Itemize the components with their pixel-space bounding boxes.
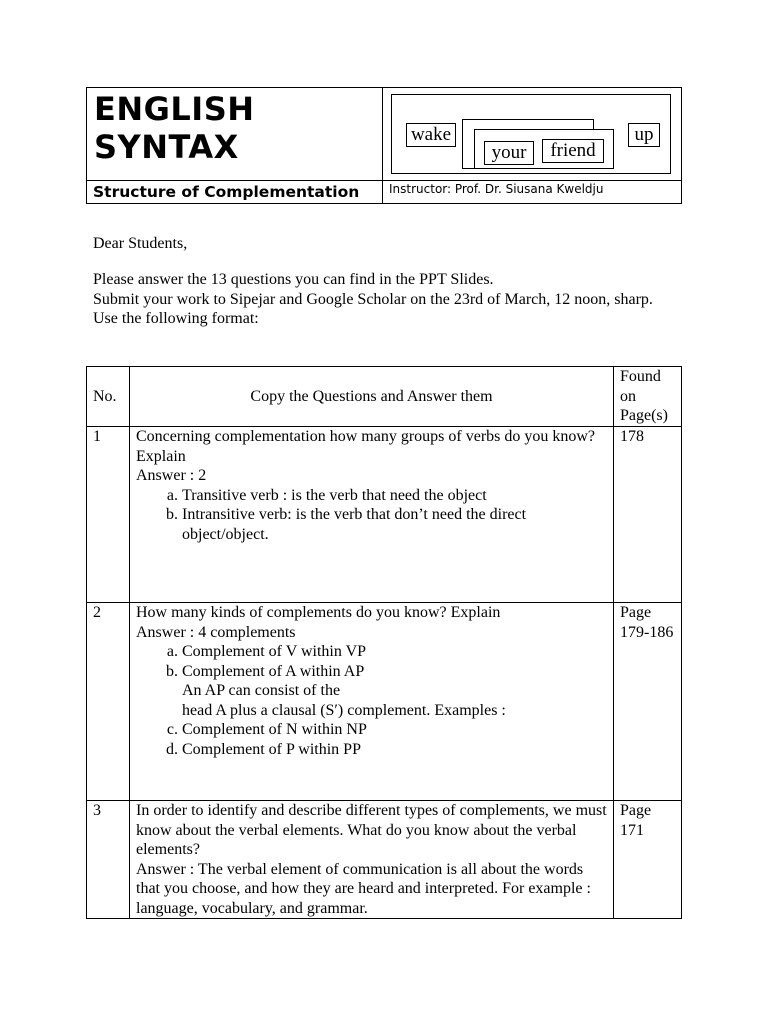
questions-table: [86, 366, 682, 919]
list-item: d. Complement of P within PP: [182, 740, 607, 760]
instruction-line-3: Use the following format:: [93, 310, 259, 327]
row-number: 2: [87, 603, 130, 801]
page-ref: Page 171: [614, 801, 682, 919]
question-text: In order to identify and describe different types of complements, we must know about the verbal elements. What do you know about the verbal elements?: [136, 802, 607, 858]
course-title-line1: ENGLISH: [94, 90, 255, 128]
row-number: 1: [87, 427, 130, 603]
list-item: a. Transitive verb : is the verb that need the object: [182, 486, 607, 506]
page-ref: 178: [614, 427, 682, 603]
list-item: b. Intransitive verb: is the verb that don’t need the direct object/object.: [182, 505, 607, 544]
diagram-cell: [383, 88, 681, 180]
question-cell: [130, 603, 614, 801]
answer-text: Answer : 2: [136, 467, 207, 484]
instruction-line-1: Please answer the 13 questions you can find in the PPT Slides.: [93, 271, 494, 288]
instructor-name: Instructor: Prof. Dr. Siusana Kweldju: [383, 180, 681, 203]
header-found: Found on Page(s): [614, 367, 682, 427]
title-cell: [87, 88, 383, 180]
table-row: [87, 603, 682, 801]
diagram-word-wake: wake: [406, 123, 456, 147]
diagram-word-your: your: [484, 141, 534, 165]
list-item: c. Complement of N within NP: [182, 720, 607, 740]
phrase-structure-diagram: [391, 94, 671, 174]
question-text: Concerning complementation how many groups of verbs do you know? Explain: [136, 428, 596, 465]
answer-list: [136, 486, 607, 545]
note-line: An AP can consist of the: [182, 682, 341, 699]
greeting: Dear Students,: [93, 235, 188, 252]
list-item: b. Complement of A within AP: [182, 662, 607, 682]
table-row: [87, 801, 682, 919]
question-cell: [130, 801, 614, 919]
header-question: Copy the Questions and Answer them: [130, 367, 614, 427]
note-line: head A plus a clausal (S′) complement. Examples :: [182, 701, 506, 719]
row-number: 3: [87, 801, 130, 919]
answer-list: [136, 642, 607, 681]
question-cell: [130, 427, 614, 603]
document-header: [86, 87, 682, 204]
list-item: a. Complement of V within VP: [182, 642, 607, 662]
question-text: How many kinds of complements do you know? Explain: [136, 604, 501, 621]
instructions: [93, 270, 653, 329]
table-row: [87, 427, 682, 603]
answer-text: Answer : The verbal element of communication is all about the words that you choose, and how they are heard and interpreted. For example : language, vocabulary, and grammar.: [136, 860, 591, 917]
answer-list: [136, 720, 607, 759]
course-title-line2: SYNTAX: [94, 128, 239, 166]
diagram-word-friend: friend: [542, 139, 604, 163]
subtitle: Structure of Complementation: [87, 180, 383, 203]
page-ref: Page 179-186: [614, 603, 682, 801]
course-title: [94, 90, 255, 166]
table-header-row: [87, 367, 682, 427]
header-no: No.: [87, 367, 130, 427]
answer-text: Answer : 4 complements: [136, 623, 296, 641]
diagram-word-up: up: [628, 123, 660, 147]
instruction-line-2: Submit your work to Sipejar and Google Scholar on the 23rd of March, 12 noon, sharp.: [93, 290, 653, 308]
